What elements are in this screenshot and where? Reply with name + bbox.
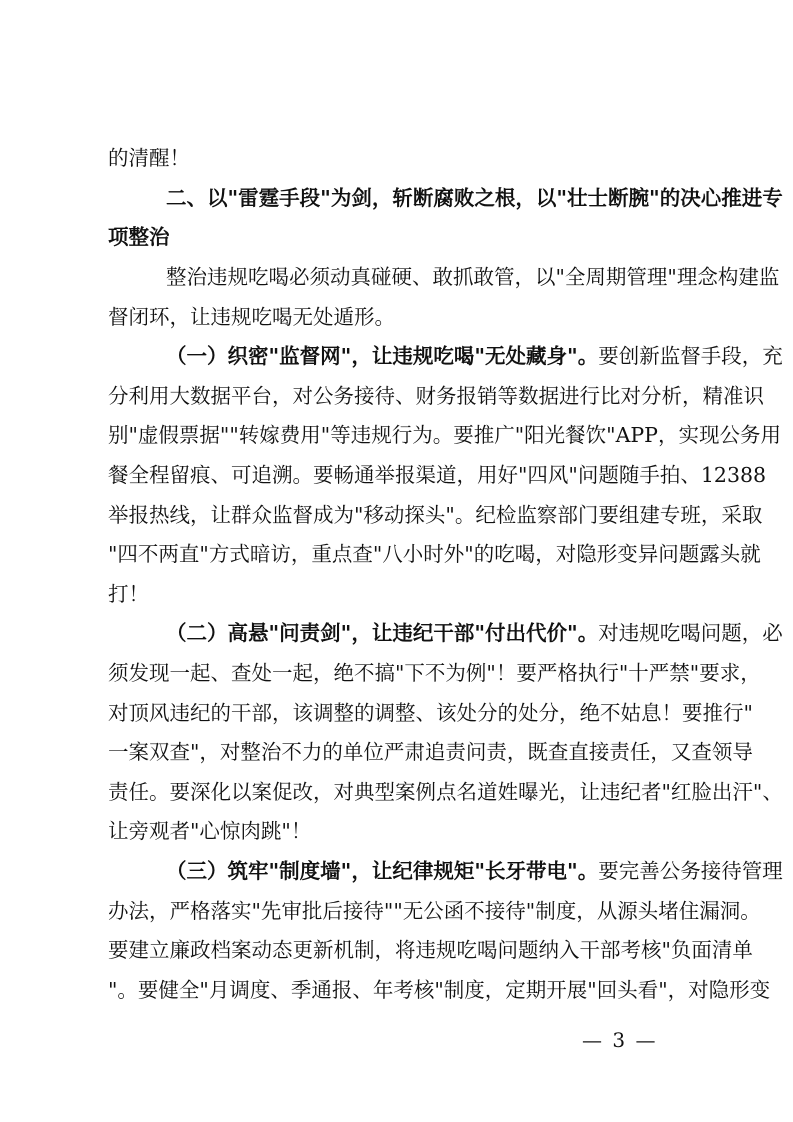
subheading-line-2: [108, 618, 783, 648]
text-line: 一案双查"，对整治不力的单位严肃追责问责，既查直接责任，又查领导: [108, 740, 753, 764]
text-span: 要完善公务接待管理: [598, 859, 783, 883]
text-line: 对顶风违纪的干部，该调整的调整、该处分的处分，绝不姑息！要推行": [108, 701, 753, 725]
text-line: "四不两直"方式暗访，重点查"八小时外"的吃喝，对隐形变异问题露头就: [108, 542, 761, 566]
text-line: 让旁观者"心惊肉跳"！: [108, 819, 312, 843]
text-line: 责任。要深化以案促改，对典型案例点名道姓曝光，让违纪者"红脸出汗"、: [108, 780, 783, 804]
subheading-3: （三）筑牢"制度墙"，让纪律规矩"长牙带电"。: [166, 859, 599, 883]
text-line: 餐全程留痕、可追溯。要畅通举报渠道，用好"四风"问题随手拍、12388: [108, 463, 767, 487]
text-line: 办法，严格落实"先审批后接待""无公函不接待"制度，从源头堵住漏洞。: [108, 899, 761, 923]
subheading-line-3: [108, 856, 783, 886]
text-line: 的清醒！: [108, 146, 190, 170]
text-line: 举报热线，让群众监督成为"移动探头"。纪检监察部门要组建专班，采取: [108, 503, 763, 527]
text-line: 督闭环，让违规吃喝无处遁形。: [108, 305, 395, 329]
text-span: 对违规吃喝问题，必: [598, 621, 783, 645]
text-line: 须发现一起、查处一起，绝不搞"下不为例"！要严格执行"十严禁"要求，: [108, 661, 761, 685]
subheading-line-1: [108, 341, 783, 371]
text-line: 要建立廉政档案动态更新机制，将违规吃喝问题纳入干部考核"负面清单: [108, 938, 753, 962]
text-line: "。要健全"月调度、季通报、年考核"制度，定期开展"回头看"，对隐形变: [108, 978, 771, 1002]
section-heading-cont: 项整治: [108, 225, 170, 249]
subheading-1: （一）织密"监督网"，让违规吃喝"无处藏身"。: [166, 344, 599, 368]
page-number: — 3 —: [582, 1028, 658, 1052]
text-span: 要创新监督手段，充: [598, 344, 783, 368]
text-line: 整治违规吃喝必须动真碰硬、敢抓敢管，以"全周期管理"理念构建监: [166, 265, 780, 289]
text-line: 别"虚假票据""转嫁费用"等违规行为。要推广"阳光餐饮"APP，实现公务用: [108, 423, 781, 447]
text-line: 分利用大数据平台，对公务接待、财务报销等数据进行比对分析，精准识: [108, 384, 764, 408]
text-line: 打！: [108, 582, 149, 606]
subheading-2: （二）高悬"问责剑"，让违纪干部"付出代价"。: [166, 621, 599, 645]
section-heading: 二、以"雷霆手段"为剑，斩断腐败之根，以"壮士断腕"的决心推进专: [166, 186, 783, 210]
